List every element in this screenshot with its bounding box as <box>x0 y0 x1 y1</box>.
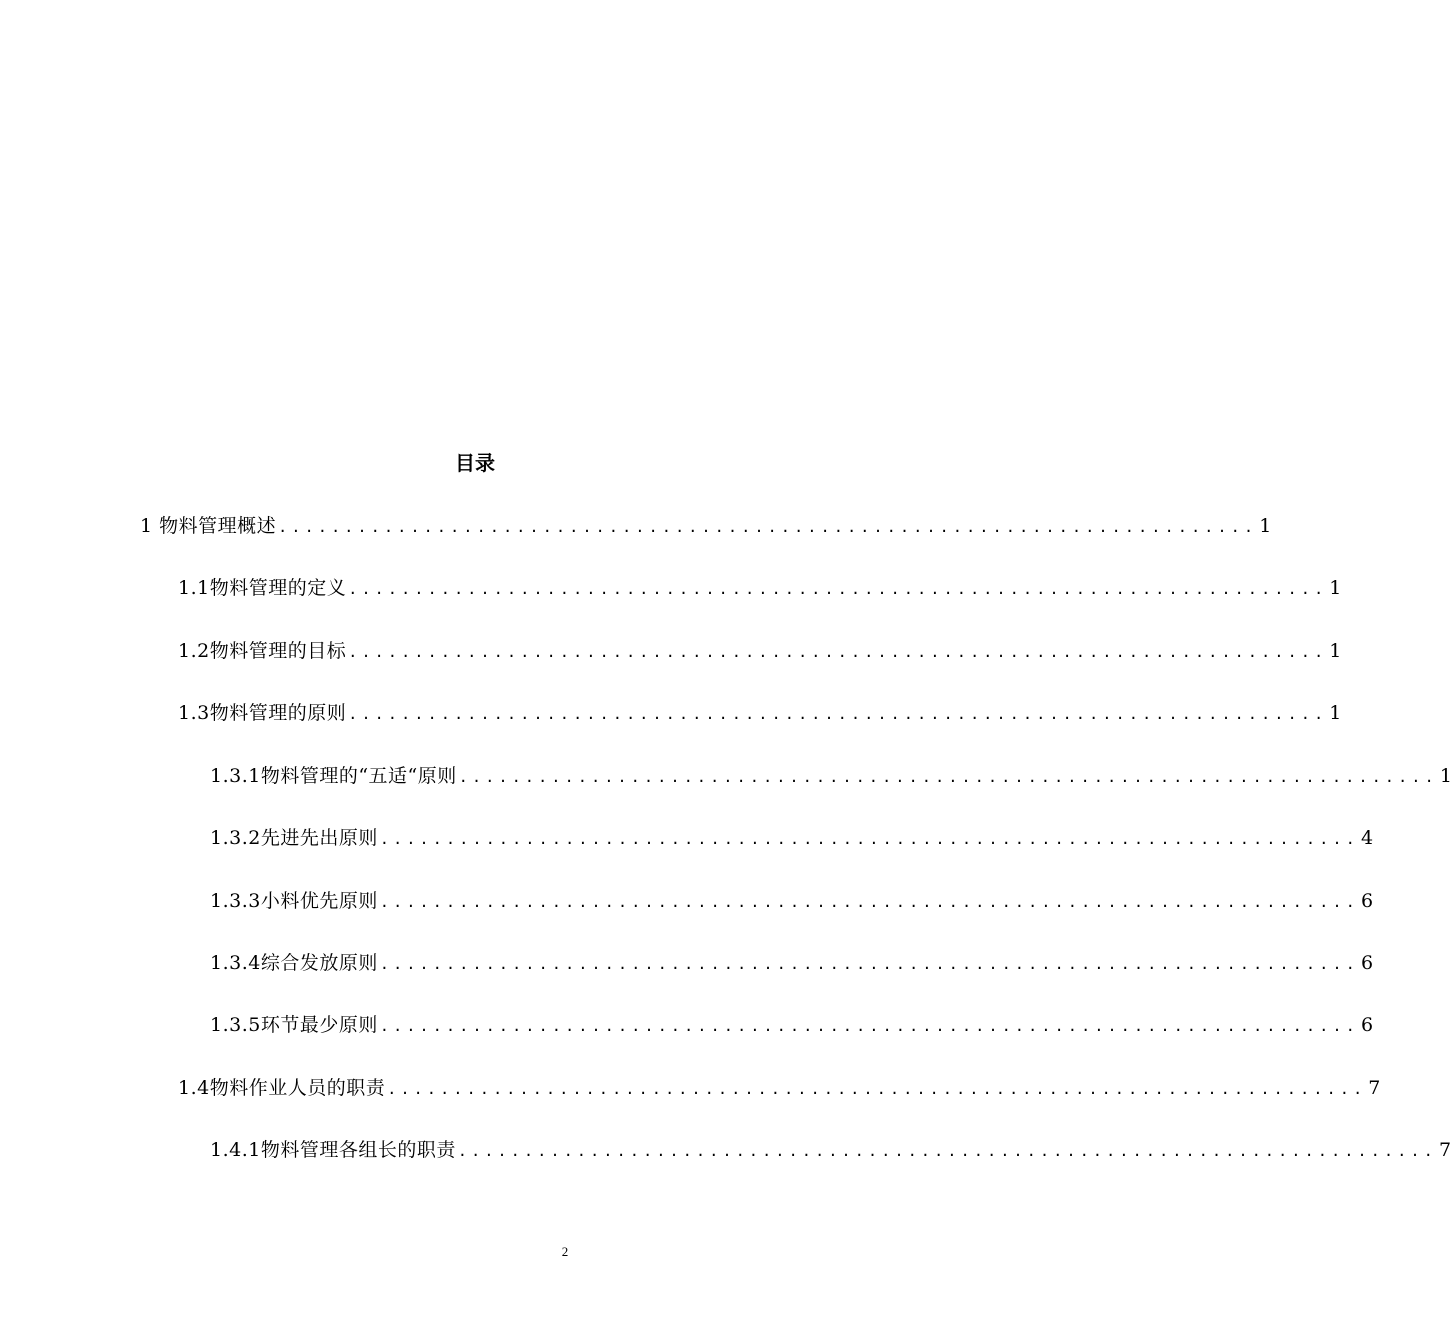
toc-entry-label: 1.4.1物料管理各组长的职责 <box>210 1139 456 1161</box>
toc-entry[interactable] <box>140 509 1272 543</box>
toc-entry[interactable] <box>210 946 1374 980</box>
toc-entry[interactable] <box>178 696 1342 730</box>
toc-title: 目录 <box>455 451 495 475</box>
toc-dot-leader: .......................................................................... <box>379 830 1359 848</box>
toc-dot-leader: .......................................................................... <box>348 705 1328 723</box>
toc-entry[interactable] <box>178 634 1342 668</box>
toc-entry-label: 1.3.2先进先出原则 <box>210 827 378 849</box>
toc-entry-page: 6 <box>1360 1014 1374 1036</box>
toc-dot-leader: .......................................................................... <box>379 1017 1359 1035</box>
toc-entry[interactable] <box>178 1071 1381 1105</box>
page-number: 2 <box>561 1244 569 1259</box>
toc-dot-leader: .......................................................................... <box>348 580 1328 598</box>
toc-entry-page: 1 <box>1259 515 1272 537</box>
toc-entry[interactable] <box>210 759 1452 793</box>
toc-entry[interactable] <box>210 1133 1452 1167</box>
toc-dot-leader: .......................................................................... <box>458 768 1438 786</box>
toc-entry-page: 1 <box>1329 577 1342 599</box>
toc-entry-label: 1.3.4综合发放原则 <box>210 952 378 974</box>
toc-entry-page: 6 <box>1360 890 1374 912</box>
toc-entry-page: 6 <box>1360 952 1374 974</box>
toc-dot-leader: .......................................................................... <box>278 518 1258 536</box>
toc-entry-label: 1.1物料管理的定义 <box>178 577 347 599</box>
toc-entry-page: 7 <box>1438 1139 1452 1161</box>
toc-entry[interactable] <box>210 884 1374 918</box>
toc-dot-leader: .......................................................................... <box>348 643 1328 661</box>
toc-entry-label: 1.3.5环节最少原则 <box>210 1014 378 1036</box>
toc-entry-label: 1 物料管理概述 <box>140 515 277 537</box>
toc-entry-page: 4 <box>1360 827 1374 849</box>
toc-entry[interactable] <box>210 821 1374 855</box>
toc-entry-label: 1.4物料作业人员的职责 <box>178 1077 386 1099</box>
toc-entry-label: 1.3.1物料管理的“五适“原则 <box>210 765 457 787</box>
toc-dot-leader: .......................................................................... <box>387 1080 1367 1098</box>
toc-entry[interactable] <box>210 1008 1374 1042</box>
toc-entry-page: 1 <box>1329 702 1342 724</box>
toc-entry-label: 1.3.3小料优先原则 <box>210 890 378 912</box>
toc-dot-leader: .......................................................................... <box>379 955 1359 973</box>
toc-entry-label: 1.3物料管理的原则 <box>178 702 347 724</box>
toc-dot-leader: .......................................................................... <box>457 1142 1437 1160</box>
toc-entry-page: 1 <box>1329 640 1342 662</box>
toc-entry[interactable] <box>178 571 1342 605</box>
toc-entry-label: 1.2物料管理的目标 <box>178 640 347 662</box>
toc-dot-leader: .......................................................................... <box>379 893 1359 911</box>
toc-entry-page: 7 <box>1368 1077 1381 1099</box>
toc-entry-page: 1 <box>1439 765 1452 787</box>
